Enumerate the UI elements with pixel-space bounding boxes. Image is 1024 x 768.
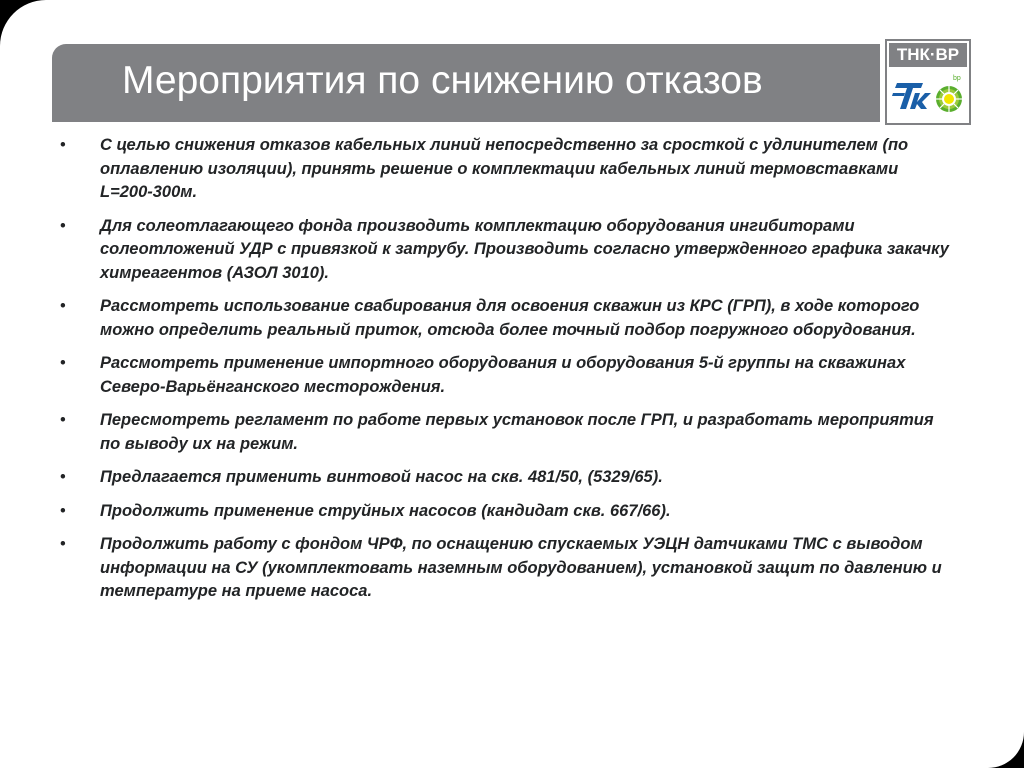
title-bar — [52, 44, 880, 122]
bp-label: bp — [953, 75, 961, 82]
bullet-list-container — [54, 134, 954, 614]
bullet-marker: • — [60, 535, 66, 553]
list-item — [54, 466, 954, 490]
bullet-marker: • — [60, 411, 66, 429]
bullet-marker: • — [60, 468, 66, 486]
bullet-text: Продолжить работу с фондом ЧРФ, по оснащению спускаемых УЭЦН датчиками ТМС с выводом информации на СУ (укомплектовать наземным оборудованием), установкой защит по давлению и температуре на приеме насоса. — [100, 535, 942, 600]
bullet-text: С целью снижения отказов кабельных линий непосредственно за сросткой с удлинителем (по оплавлению изоляции), принять решение о комплектации кабельных линий термовставками L=200-300м. — [100, 136, 909, 201]
list-item — [54, 533, 954, 604]
list-item — [54, 409, 954, 456]
bottom-right-corner — [988, 732, 1024, 768]
logo-wordmark: ТНК·BP — [889, 43, 967, 67]
bullet-marker: • — [60, 354, 66, 372]
bp-helios-icon — [936, 86, 962, 112]
tnk-mark-icon — [892, 83, 931, 109]
bullet-text: Продолжить применение струйных насосов (кандидат скв. 667/66). — [100, 501, 671, 520]
list-item — [54, 134, 954, 205]
bullet-text: Пересмотреть регламент по работе первых установок после ГРП, и разработать мероприятия по выводу их на режим. — [100, 411, 934, 453]
list-item — [54, 352, 954, 399]
list-item — [54, 295, 954, 342]
bullet-marker: • — [60, 136, 66, 154]
bullet-text: Рассмотреть использование свабирования для освоения скважин из КРС (ГРП), в ходе которого можно определить реальный приток, отсюда более точный подбор погружного оборудования. — [100, 297, 920, 339]
list-item — [54, 215, 954, 286]
slide-title: Мероприятия по снижению отказов — [122, 59, 763, 102]
bullet-text: Предлагается применить винтовой насос на скв. 481/50, (5329/65). — [100, 468, 663, 486]
bullet-marker: • — [60, 216, 66, 235]
tnk-bp-logo — [885, 39, 971, 125]
tnk-bp-emblem-icon — [889, 69, 967, 121]
bullet-text: Для солеотлагающего фонда производить комплектацию оборудования ингибиторами солеотложений УДР с привязкой к затрубу. Производить согласно утвержденного графика закачку химреагентов (АЗОЛ 3010). — [100, 216, 949, 282]
list-item — [54, 500, 954, 524]
bullet-text: Рассмотреть применение импортного оборудования и оборудования 5-й группы на скважинах Северо-Варьёнганского месторождения. — [100, 354, 906, 396]
bullet-marker: • — [60, 501, 66, 520]
logo-emblem — [889, 69, 967, 121]
bullet-list — [54, 134, 954, 604]
bullet-marker: • — [60, 297, 66, 315]
